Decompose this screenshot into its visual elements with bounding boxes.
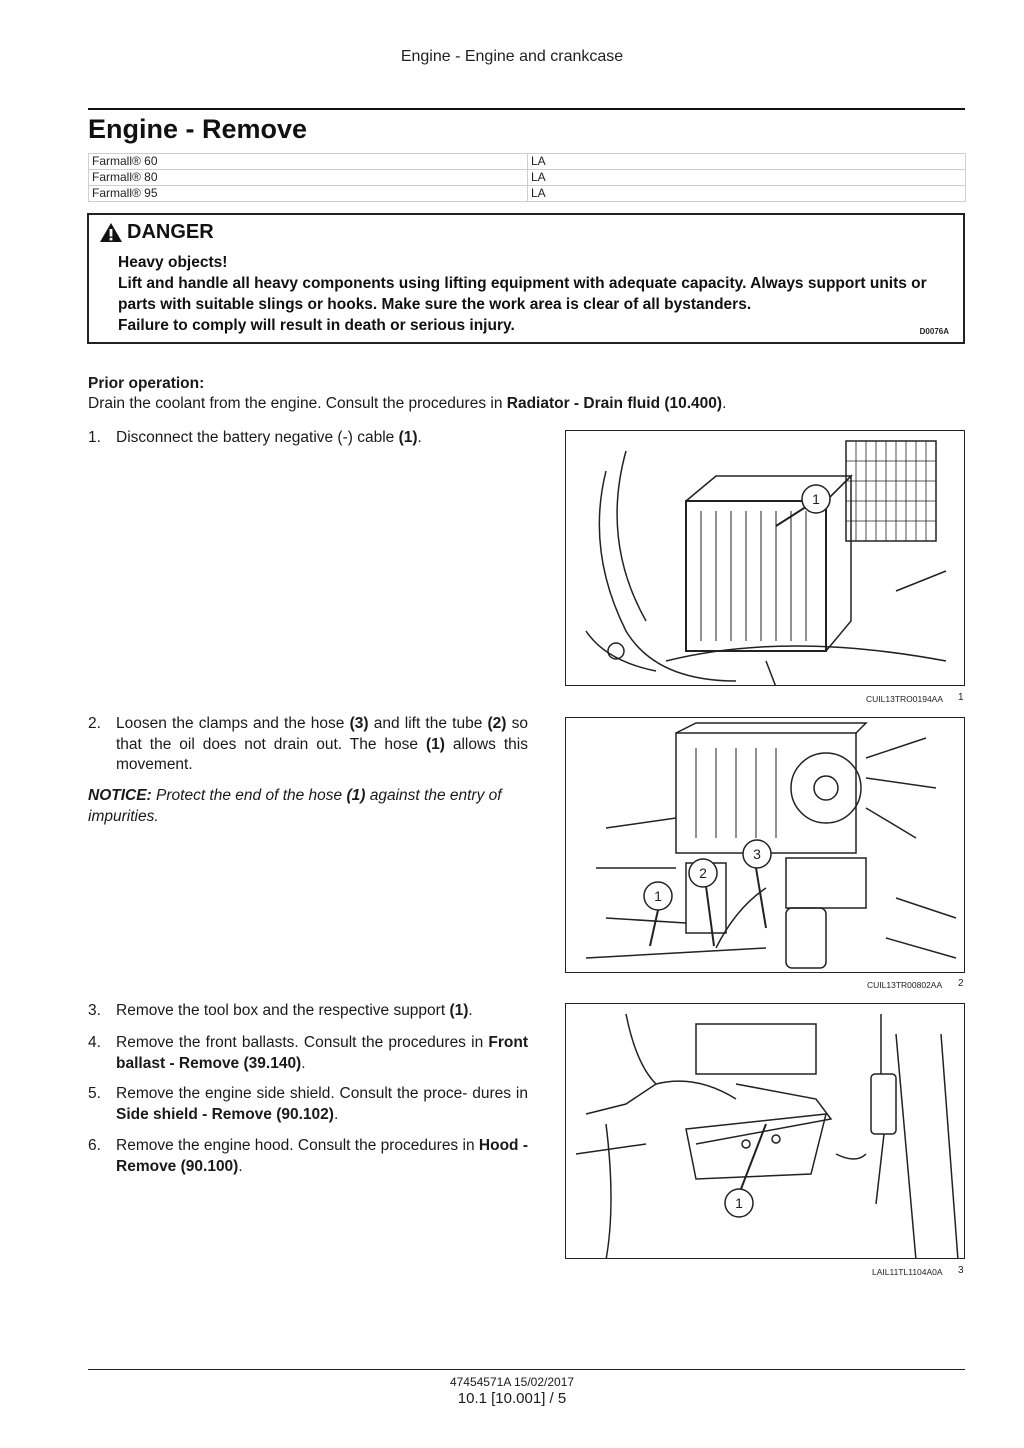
danger-consequence: Failure to comply will result in death or serious injury. [118,317,515,334]
figure-1-number: 1 [958,692,964,703]
danger-box [87,213,965,344]
footer-page-reference: 10.1 [10.001] / 5 [457,1390,567,1407]
prior-operation-prefix: Drain the coolant from the engine. Consult the procedures in [88,395,507,412]
step-number: 5. [88,1085,101,1102]
warning-triangle-icon [99,222,123,243]
figure-2-code: CUIL13TR00802AA [867,980,943,990]
step-reference: (3) [349,715,369,732]
table-row [89,186,966,202]
figure-3-toolbox [565,1003,965,1259]
step-text [88,428,528,449]
callout-label: 2 [699,865,707,881]
danger-code: D0076A [919,327,949,336]
figure-3-number: 3 [958,1265,964,1276]
step-text-run: . [468,1002,473,1019]
running-header: Engine - Engine and crankcase [400,48,624,65]
danger-text [118,252,948,336]
callout-label: 1 [654,888,662,904]
prior-operation-text [88,395,726,413]
prior-operation-suffix: . [722,395,727,412]
step-text [88,714,528,776]
step-text [88,1033,528,1074]
figure-3-code: LAIL11TL1104A0A [872,1267,943,1277]
step-number: 1. [88,429,101,446]
step-number: 2. [88,715,101,732]
figure-2-number: 2 [958,978,964,989]
footer-rule [88,1369,965,1370]
step-text-run: . [301,1054,306,1072]
step-5 [88,1084,528,1125]
step-text-run: Remove the engine side shield. Consult the proce- dures in [116,1085,528,1102]
danger-header [99,221,214,244]
notice-ref: (1) [346,787,366,804]
step-text-run: . [417,429,422,446]
step-text-run: and lift the tube [368,715,488,732]
prior-operation-label: Prior operation: [88,375,205,392]
step-reference: Side shield - Remove (90.102) [116,1105,334,1123]
footer-document-reference: 47454571A 15/02/2017 [449,1375,575,1389]
callout-label: 1 [735,1195,743,1211]
step-1 [88,428,528,449]
step-text-run: Remove the front ballasts. Consult the procedures in [116,1034,489,1051]
step-text [88,1084,528,1125]
step-reference: (2) [487,715,507,732]
callout-label: 3 [753,846,761,862]
prior-operation-link[interactable]: Radiator - Drain fluid (10.400) [506,395,723,412]
notice-label: NOTICE: [88,787,152,804]
step-text [88,1001,528,1022]
region-cell: LA [528,154,966,170]
step-reference: (1) [449,1002,469,1019]
model-cell: Farmall® 60 [89,154,528,170]
step-text-run: Loosen the clamps and the hose [116,715,350,732]
figure-1-code: CUIL13TRO0194AA [866,694,944,704]
model-table [88,153,966,202]
step-4 [88,1033,528,1074]
step-text-run: . [238,1157,243,1175]
danger-heading: Heavy objects! [118,254,228,271]
step-number: 4. [88,1034,101,1051]
step-reference: (1) [425,735,445,753]
table-row [89,154,966,170]
model-cell: Farmall® 80 [89,170,528,186]
step-text-run: Disconnect the battery negative (-) cable [116,429,399,446]
region-cell: LA [528,186,966,202]
danger-body: Lift and handle all heavy components using lifting equipment with adequate capacity. Always support units or parts with suitable slings or hooks. Make sure the work area is clear of all bystanders. [118,275,927,313]
model-cell: Farmall® 95 [89,186,528,202]
step-reference: (1) [398,429,418,446]
page-title: Engine - Remove [88,114,308,144]
step-2 [88,714,528,776]
callout-label: 1 [812,491,820,507]
step-6 [88,1136,528,1177]
region-cell: LA [528,170,966,186]
step-text-run: Remove the engine hood. Consult the procedures in [116,1137,479,1154]
table-row [89,170,966,186]
figure-2-engine [565,717,965,973]
figure-1-battery [565,430,965,686]
step-text-run: Remove the tool box and the respective support [116,1002,450,1019]
step-number: 3. [88,1002,101,1019]
danger-label: DANGER [127,221,214,243]
step-reference: Hood - Remove (90.100) [116,1137,528,1175]
notice [88,786,528,827]
step-text-run: so that the oil does not drain out. The hose [116,715,528,753]
step-text [88,1136,528,1177]
notice-text-after: against the entry of impurities. [88,787,502,825]
step-reference: Front ballast - Remove (39.140) [116,1034,528,1072]
step-number: 6. [88,1137,101,1154]
step-text-run: allows this movement. [116,735,528,773]
step-3 [88,1001,528,1022]
step-text-run: . [333,1105,339,1123]
title-rule [88,108,965,110]
notice-text-before: Protect the end of the hose [151,787,347,804]
